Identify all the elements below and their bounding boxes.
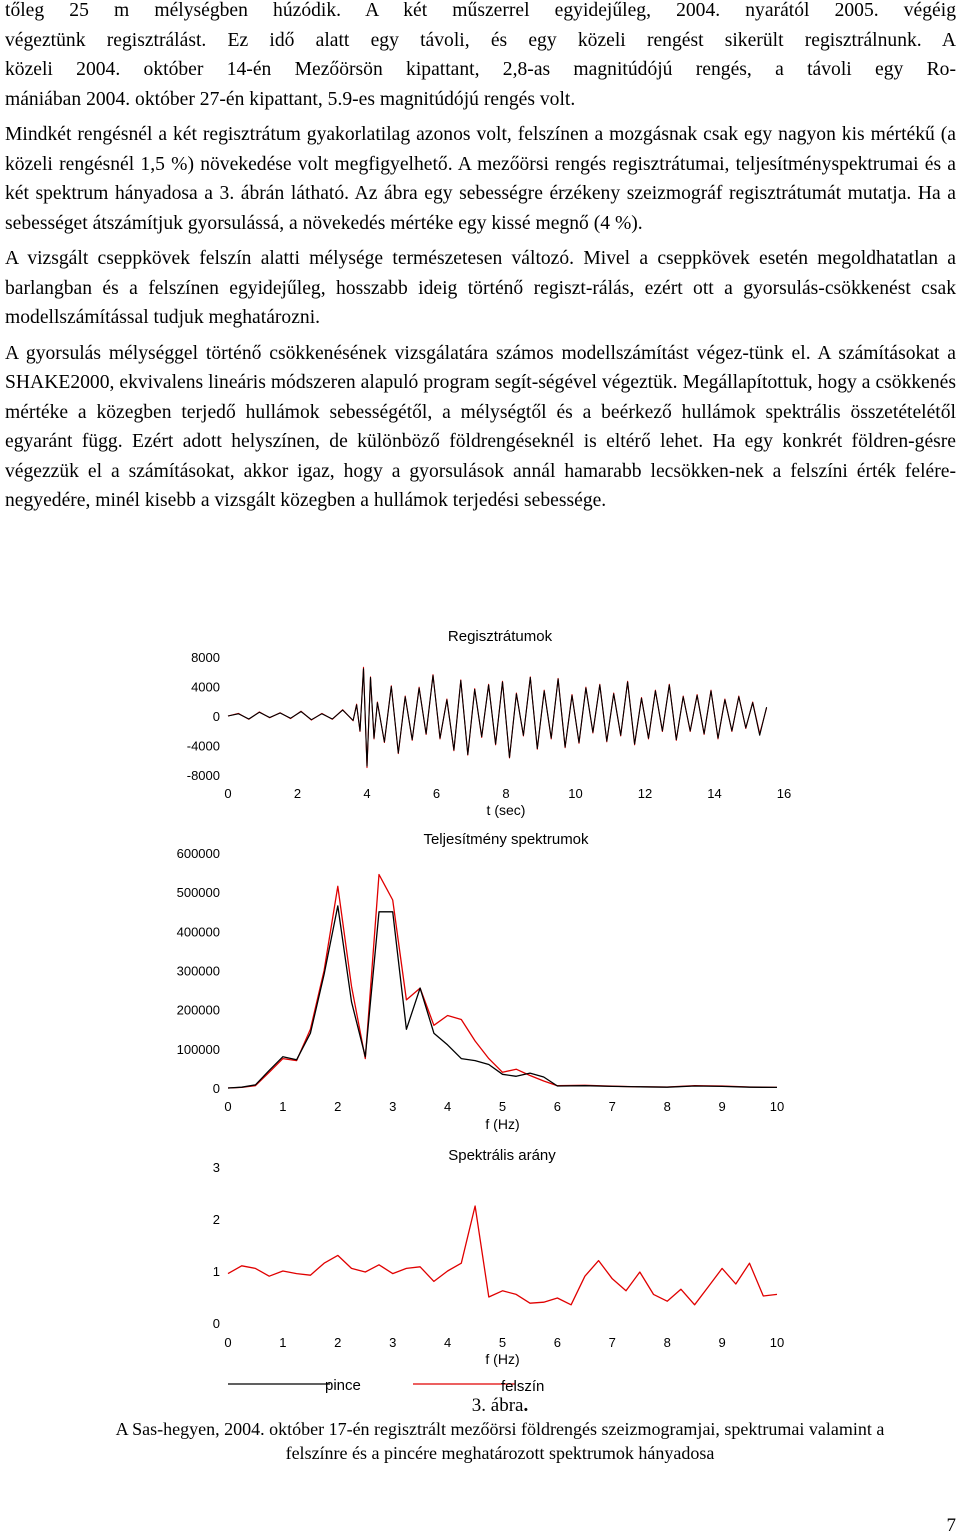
y-tick-label: 0 xyxy=(212,1316,220,1331)
x-axis-label: t (sec) xyxy=(486,802,526,818)
x-tick-label: 4 xyxy=(443,1099,452,1114)
figure-number-text: 3. ábra xyxy=(471,1395,524,1416)
chart-title: Spektrális arány xyxy=(448,1147,556,1164)
chart-title: Regisztrátumok xyxy=(447,628,553,645)
x-tick-label: 4 xyxy=(443,1335,452,1350)
series-line-pince xyxy=(228,669,767,766)
x-tick-label: 6 xyxy=(553,1099,562,1114)
y-tick-label: 3 xyxy=(212,1160,220,1175)
x-tick-label: 4 xyxy=(363,786,371,801)
x-axis-label: f (Hz) xyxy=(485,1116,520,1132)
series-line-pince xyxy=(228,906,777,1088)
chart-regisztratumok xyxy=(187,628,791,818)
x-tick-label: 1 xyxy=(279,1335,287,1350)
intro-line-3: közeli 2004. október 14-én Mezőörsön kipattant, 2,8-as magnitúdójú rengés, a távoli egy Ro- xyxy=(5,59,956,80)
x-tick-label: 16 xyxy=(776,786,792,801)
y-tick-label: -8000 xyxy=(186,768,220,783)
y-tick-label: -4000 xyxy=(186,738,220,754)
figure-caption-line-2: felszínre és a pincére meghatározott spektrumok hányadosa xyxy=(285,1443,715,1463)
x-tick-label: 5 xyxy=(498,1099,507,1114)
x-tick-label: 5 xyxy=(498,1335,507,1350)
y-tick-label: 0 xyxy=(212,709,220,724)
x-tick-label: 1 xyxy=(279,1099,287,1114)
x-tick-label: 3 xyxy=(389,1335,397,1350)
y-tick-label: 500000 xyxy=(176,885,220,901)
y-tick-label: 0 xyxy=(212,1081,220,1096)
chart-teljesitmeny-spektrumok xyxy=(177,831,785,1132)
intro-line-2: végeztünk regisztrálást. Ez idő alatt egy távoli, és egy közeli rengést sikerült regisztrálnunk. A xyxy=(5,29,956,51)
x-tick-label: 0 xyxy=(224,1335,232,1350)
y-tick-label: 100000 xyxy=(176,1041,220,1057)
figure-legend xyxy=(228,1377,544,1395)
x-tick-label: 0 xyxy=(224,786,232,801)
body-text xyxy=(5,0,956,522)
x-tick-label: 9 xyxy=(718,1335,726,1350)
paragraph-intro xyxy=(5,0,956,114)
x-tick-label: 6 xyxy=(432,786,441,801)
y-tick-label: 8000 xyxy=(191,650,220,665)
page-number: 7 xyxy=(946,1515,956,1536)
chart-spektralis-arany xyxy=(213,1147,784,1367)
paragraph-4: A gyorsulás mélységgel történő csökkenésének vizsgálatára számos modellszámítást végez-tünk el. A számításokat a SHAKE2000, ekvivalens lineáris módszeren alapuló program segít-ségével végeztük. Megállapítottuk, hogy a csökkenés mértéke a közegben terjedő hullámok sebességétől, a mélységtől és a beérkező hullámok spektrális összetételétől egyaránt függ. Ezért adott helyszínen, de különböző földrengéseknél is eltérő lehet. Ha egy konkrét földren-gésre végezzük el a számításokat, akkor igaz, hogy a gyorsulások annál hamarabb lecsökken-nek a felszíni érték felére-negyedére, minél kisebb a vizsgált közegben a hullámok terjedési sebessége. xyxy=(5,342,956,511)
x-tick-label: 2 xyxy=(334,1099,342,1114)
series-line-felszin xyxy=(228,1206,777,1305)
x-tick-label: 9 xyxy=(718,1099,726,1114)
y-tick-label: 600000 xyxy=(176,846,220,861)
series-line-felszin xyxy=(228,875,777,1089)
x-tick-label: 7 xyxy=(608,1099,616,1114)
x-tick-label: 3 xyxy=(389,1099,397,1114)
x-tick-label: 8 xyxy=(502,786,510,801)
x-tick-label: 10 xyxy=(568,786,583,801)
figure-number xyxy=(0,1395,960,1417)
paragraph-3: A vizsgált cseppkövek felszín alatti mélysége természetesen változó. Mivel a cseppkövek esetén megoldhatatlan a barlangban és a felszínen egyidejűleg, hosszabb ideig történő regiszt-rálás, ezért ott a gyorsulás-csökkenést csak modellszámítással tudjuk meghatározni. xyxy=(5,248,956,328)
x-tick-label: 8 xyxy=(663,1099,671,1114)
x-tick-label: 10 xyxy=(769,1335,785,1350)
x-tick-label: 2 xyxy=(293,786,302,801)
chart-title: Teljesítmény spektrumok xyxy=(423,831,589,848)
x-axis-label: f (Hz) xyxy=(485,1351,520,1367)
legend-label-felszin: felszín xyxy=(501,1378,545,1395)
y-tick-label: 200000 xyxy=(176,1002,220,1018)
x-tick-label: 7 xyxy=(608,1335,616,1350)
x-tick-label: 2 xyxy=(334,1335,342,1350)
y-tick-label: 4000 xyxy=(191,679,220,695)
y-tick-label: 400000 xyxy=(176,924,220,940)
legend-label-pince: pince xyxy=(325,1377,361,1394)
y-tick-label: 2 xyxy=(212,1212,220,1227)
x-tick-label: 10 xyxy=(769,1099,785,1114)
paragraph-2: Mindkét rengésnél a két regisztrátum gyakorlatilag azonos volt, felszínen a mozgásnak csak egy nagyon kis mértékű (a közeli rengésnél 1,5 %) növekedése volt megfigyelhető. A mezőörsi rengés regisztrátumai, teljesítményspektrumai és a két spektrum hányadosa a 3. ábrán látható. Az ábra egy sebességre érzékeny szeizmográf regisztrátumát mutatja. Ha a sebességet átszámítjuk gyorsulássá, a növekedés mértéke egy kissé megnő (4 %). xyxy=(5,124,956,234)
figure-number-dot: . xyxy=(523,1395,529,1416)
x-tick-label: 0 xyxy=(224,1099,232,1114)
intro-line-4: mániában 2004. október 27-én kipattant, 5.9-es magnitúdójú rengés volt. xyxy=(5,88,576,110)
x-tick-label: 14 xyxy=(707,786,722,801)
y-tick-label: 1 xyxy=(212,1264,220,1279)
series-line-felszin xyxy=(228,667,767,767)
x-tick-label: 12 xyxy=(637,786,653,801)
x-tick-label: 6 xyxy=(553,1335,562,1350)
intro-line-1: tőleg 25 m mélységben húzódik. A két műszerrel egyidejűleg, 2004. nyarától 2005. végéig xyxy=(5,0,956,21)
figure-caption-line-1: A Sas-hegyen, 2004. október 17-én regisztrált mezőörsi földrengés szeizmogramjai, spektrumai valamint a xyxy=(115,1419,885,1439)
y-tick-label: 300000 xyxy=(176,963,220,979)
x-tick-label: 8 xyxy=(663,1335,671,1350)
